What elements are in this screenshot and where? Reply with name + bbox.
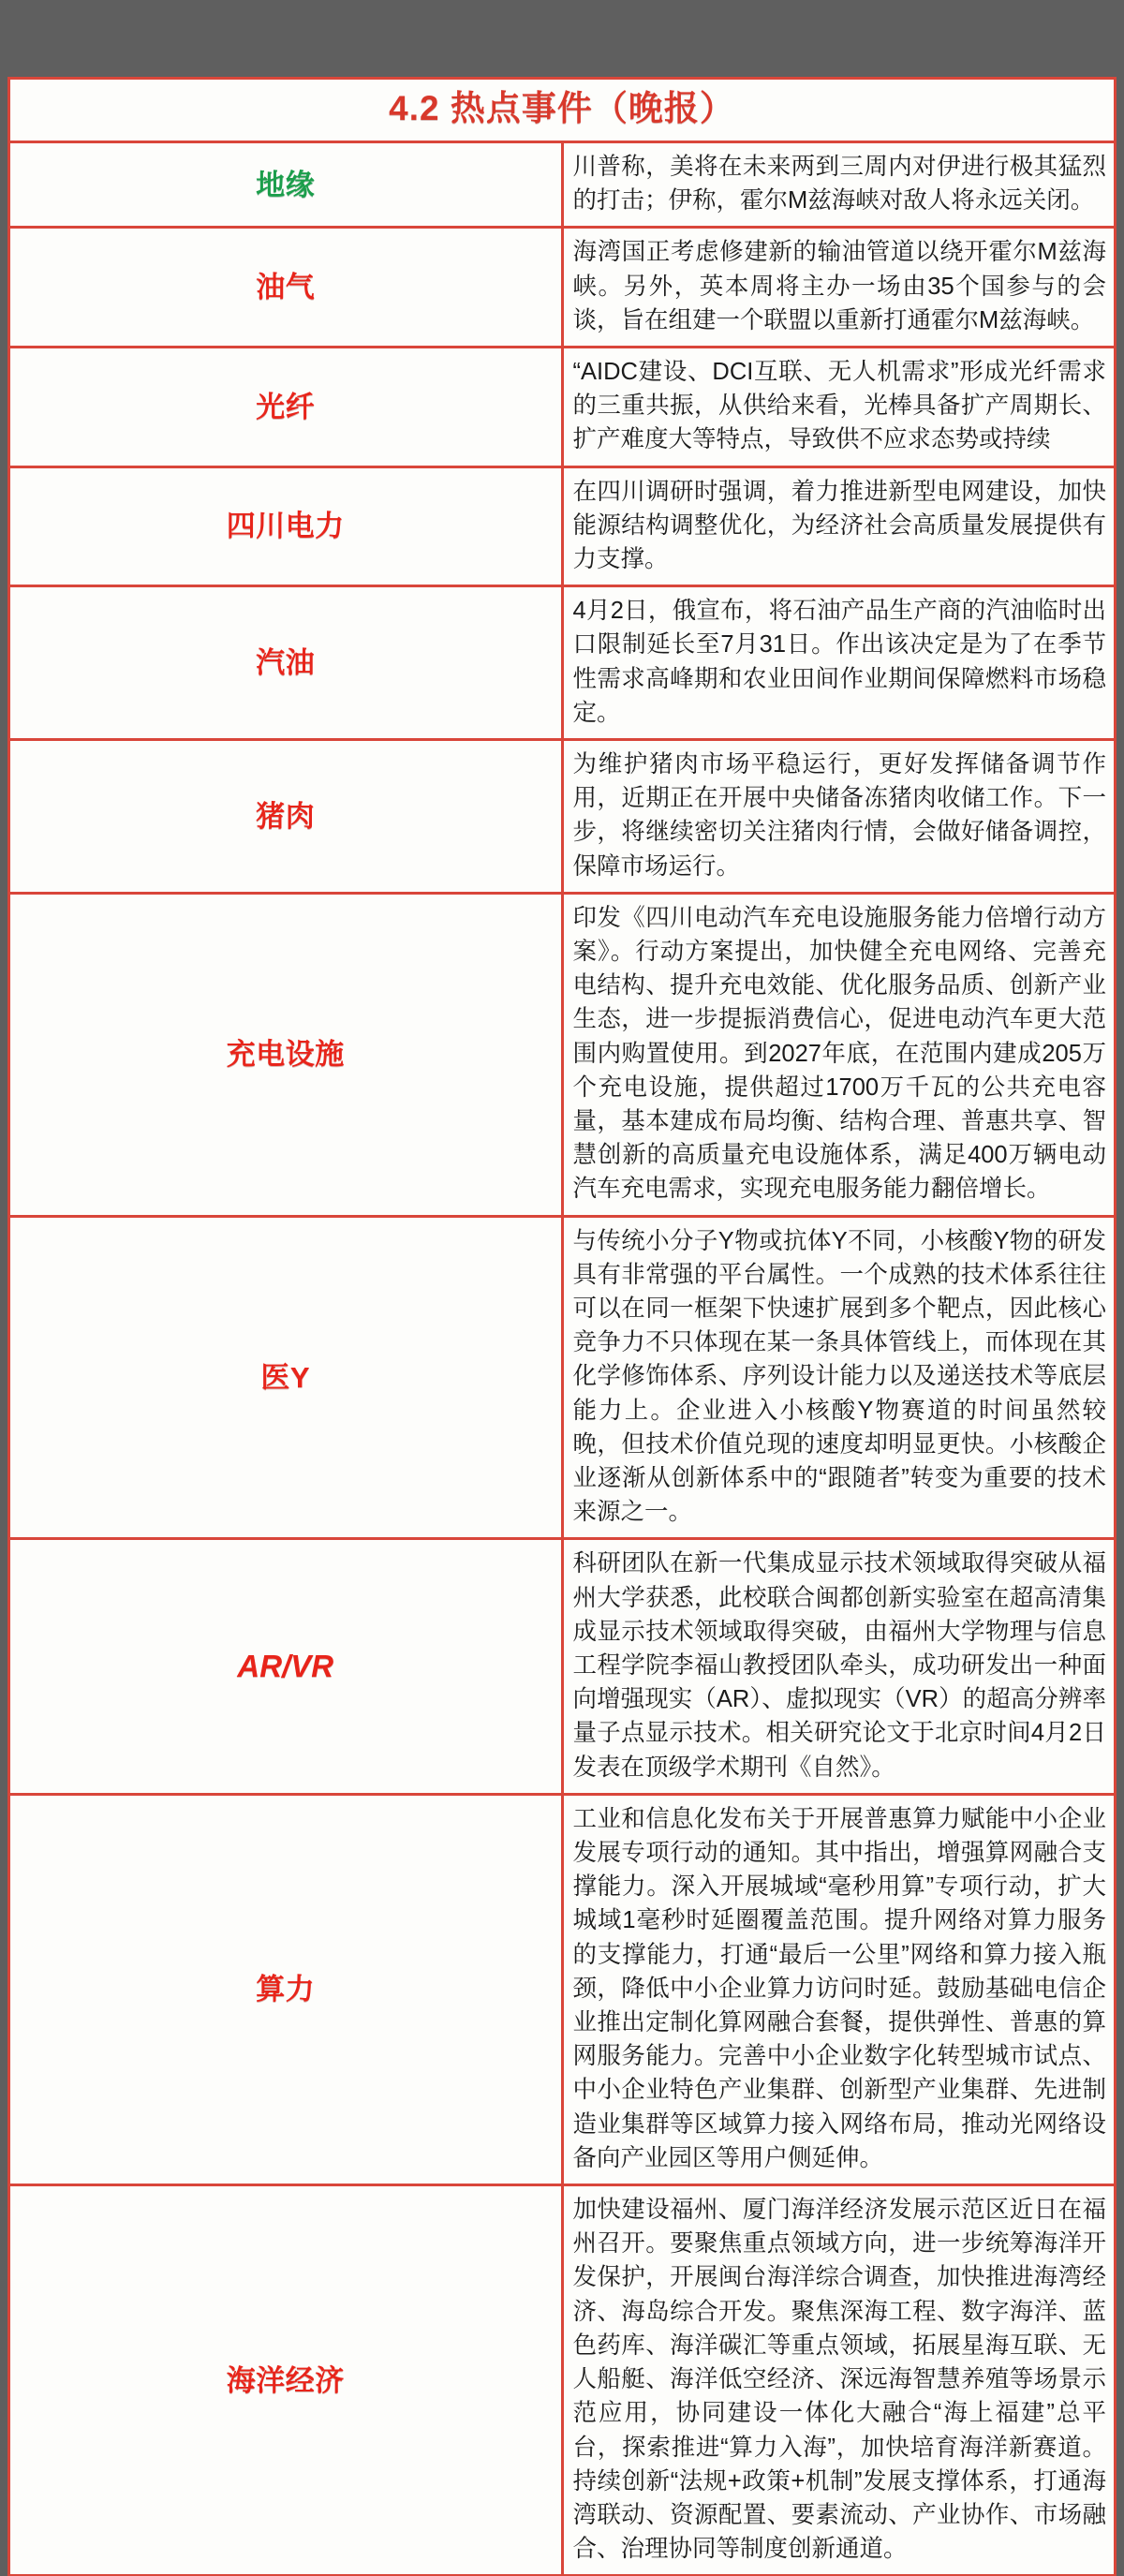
- table-row: [10, 1794, 1114, 2184]
- content-text: 在四川调研时强调，着力推进新型电网建设，加快能源结构调整优化，为经济社会高质量发展提供有力支撑。: [572, 478, 1106, 572]
- content-text: 4月2日，俄宣布，将石油产品生产商的汽油临时出口限制延长至7月31日。作出该决定是为了在季节性需求高峰期和农业田间作业期间保障燃料市场稳定。: [572, 598, 1106, 726]
- table-row: [10, 141, 1114, 227]
- category-label: 海洋经济: [226, 2363, 345, 2397]
- content-cell: [562, 228, 1114, 348]
- content-text: 科研团队在新一代集成显示技术领域取得突破从福州大学获悉，此校联合闽都创新实验室在超高清集成显示技术领域取得突破，由福州大学物理与信息工程学院李福山教授团队牵头，成功研发出一种面向增强现实（AR）、虚拟现实（VR）的超高分辨率量子点显示技术。相关研究论文于北京时间4月2日发表在顶级学术期刊《自然》。: [572, 1550, 1106, 1781]
- hot-events-table: [10, 80, 1114, 2574]
- content-text: 印发《四川电动汽车充电设施服务能力倍增行动方案》。行动方案提出，加快健全充电网络、完善充电结构、提升充电效能、优化服务品质、创新产业生态，进一步提振消费信心，促进电动汽车更大范围内购置使用。到2027年底，在范围内建成205万个充电设施，提供超过1700万千瓦的公共充电容量，基本建成布局均衡、结构合理、普惠共享、智慧创新的高质量充电设施体系，满足400万辆电动汽车充电需求，实现充电服务能力翻倍增长。: [572, 904, 1106, 1203]
- content-cell: [562, 586, 1114, 740]
- category-cell: [10, 141, 562, 227]
- category-cell: [10, 228, 562, 348]
- category-label: AR/VR: [237, 1649, 334, 1684]
- category-label: 汽油: [256, 645, 316, 679]
- content-text: 海湾国正考虑修建新的输油管道以绕开霍尔M兹海峡。另外，英本周将主办一场由35个国参与的会谈，旨在组建一个联盟以重新打通霍尔M兹海峡。: [572, 239, 1106, 333]
- category-cell: [10, 893, 562, 1216]
- content-cell: [562, 141, 1114, 227]
- content-text: 加快建设福州、厦门海洋经济发展示范区近日在福州召开。要聚焦重点领域方向，进一步统筹海洋开发保护，开展闽台海洋综合调查，加快推进海湾经济、海岛综合开发。聚焦深海工程、数字海洋、蓝色药库、海洋碳汇等重点领域，拓展星海互联、无人船艇、海洋低空经济、深远海智慧养殖等场景示范应用，协同建设一体化大融合“海上福建”总平台，探索推进“算力入海”，加快培育海洋新赛道。持续创新“法规+政策+机制”发展支撑体系，打通海湾联动、资源配置、要素流动、产业协作、市场融合、治理协同等制度创新通道。: [572, 2197, 1106, 2563]
- category-cell: [10, 1794, 562, 2184]
- table-row: [10, 1216, 1114, 1539]
- content-text: 川普称，美将在未来两到三周内对伊进行极其猛烈的打击；伊称，霍尔M兹海峡对敌人将永远关闭。: [572, 153, 1106, 215]
- content-text: 工业和信息化发布关于开展普惠算力赋能中小企业发展专项行动的通知。其中指出，增强算网融合支撑能力。深入开展城域“毫秒用算”专项行动，扩大城域1毫秒时延圈覆盖范围。提升网络对算力服务的支撑能力，打通“最后一公里”网络和算力接入瓶颈，降低中小企业算力访问时延。鼓励基础电信企业推出定制化算网融合套餐，提供弹性、普惠的算网服务能力。完善中小企业数字化转型城市试点、中小企业特色产业集群、创新型产业集群、先进制造业集群等区域算力接入网络布局，推动光网络设备向产业园区等用户侧延伸。: [572, 1805, 1106, 2171]
- category-label: 猪肉: [256, 799, 316, 833]
- content-text: 为维护猪肉市场平稳运行，更好发挥储备调节作用，近期正在开展中央储备冻猪肉收储工作。下一步，将继续密切关注猪肉行情，会做好储备调控，保障市场运行。: [572, 750, 1106, 880]
- category-cell: [10, 2185, 562, 2575]
- page-title: 4.2 热点事件（晚报）: [389, 89, 735, 127]
- table-row: [10, 2185, 1114, 2575]
- category-cell: [10, 347, 562, 466]
- table-row: [10, 228, 1114, 348]
- content-text: 与传统小分子Y物或抗体Y不同，小核酸Y物的研发具有非常强的平台属性。一个成熟的技术体系往往可以在同一框架下快速扩展到多个靶点，因此核心竞争力不只体现在某一条具体管线上，而体现在其化学修饰体系、序列设计能力以及递送技术等底层能力上。企业进入小核酸Y物赛道的时间虽然较晚，但技术价值兑现的速度却明显更快。小核酸企业逐渐从创新体系中的“跟随者”转变为重要的技术来源之一。: [572, 1227, 1106, 1526]
- table-row: [10, 1539, 1114, 1794]
- table-row: [10, 466, 1114, 586]
- table-row: [10, 586, 1114, 740]
- category-label: 光纤: [256, 390, 316, 423]
- category-label: 地缘: [256, 168, 316, 201]
- category-cell: [10, 1539, 562, 1794]
- content-cell: [562, 347, 1114, 466]
- category-cell: [10, 1216, 562, 1539]
- content-cell: [562, 739, 1114, 893]
- category-cell: [10, 739, 562, 893]
- content-cell: [562, 893, 1114, 1216]
- category-label: 算力: [256, 1973, 316, 2006]
- category-label: 医Y: [260, 1360, 311, 1394]
- content-text: “AIDC建设、DCI互联、无人机需求”形成光纤需求的三重共振，从供给来看，光棒具备扩产周期长、扩产难度大等特点，导致供不应求态势或持续: [572, 358, 1106, 453]
- content-cell: [562, 2185, 1114, 2575]
- table-row: [10, 347, 1114, 466]
- content-cell: [562, 1794, 1114, 2184]
- category-label: 充电设施: [226, 1038, 345, 1072]
- table-title-cell: [10, 80, 1114, 141]
- category-cell: [10, 466, 562, 586]
- content-cell: [562, 1539, 1114, 1794]
- hot-events-card: [7, 77, 1117, 2576]
- table-title-row: [10, 80, 1114, 141]
- category-cell: [10, 586, 562, 740]
- category-label: 油气: [256, 271, 316, 304]
- category-label: 四川电力: [226, 510, 345, 543]
- table-row: [10, 739, 1114, 893]
- content-cell: [562, 1216, 1114, 1539]
- table-row: [10, 893, 1114, 1216]
- hot-events-table-body: [10, 80, 1114, 2574]
- content-cell: [562, 466, 1114, 586]
